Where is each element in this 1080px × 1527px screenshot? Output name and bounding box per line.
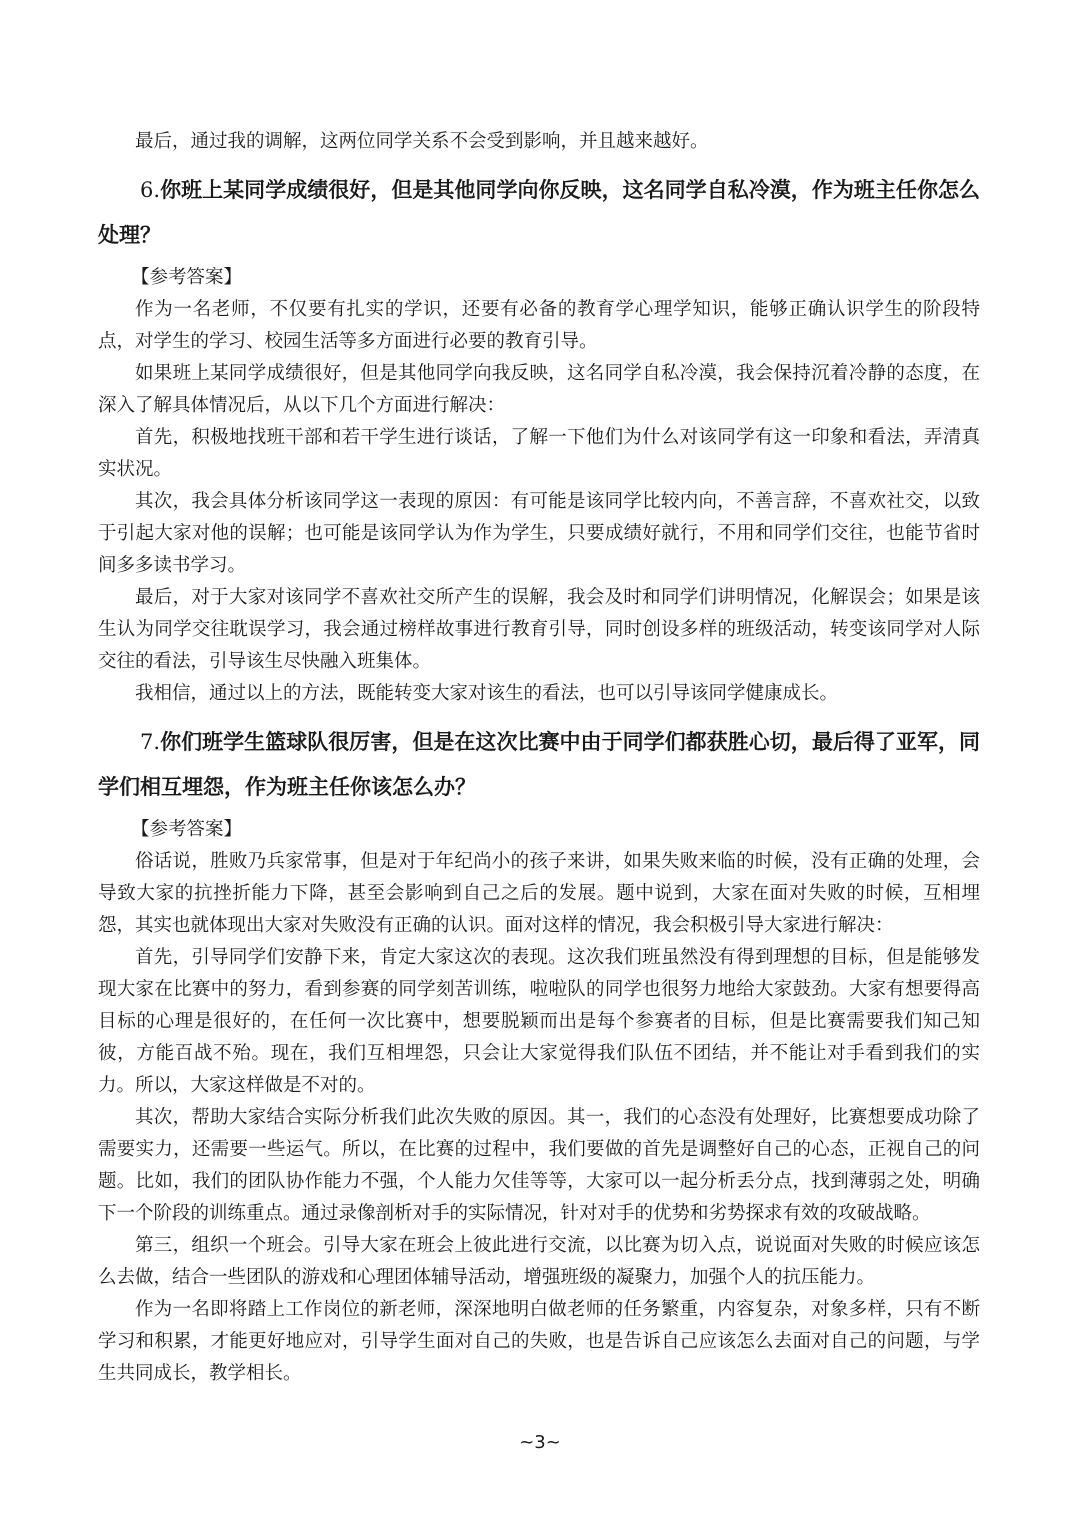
document-page <box>98 126 980 1390</box>
intro-paragraph: 最后，通过我的调解，这两位同学关系不会受到影响，并且越来越好。 <box>135 131 709 152</box>
question-7-paragraph: 第三，组织一个班会。引导大家在班会上彼此进行交流，以比赛为切入点，说说面对失败的时候应该怎么去做，结合一些团队的游戏和心理团体辅导活动，增强班级的凝聚力，加强个人的抗压能力。 <box>98 1235 980 1288</box>
question-7-title: 你们班学生篮球队很厉害，但是在这次比赛中由于同学们都获胜心切，最后得了亚军，同学们相互埋怨，作为班主任你该怎么办？ <box>98 730 980 799</box>
question-7-number: 7. <box>140 730 161 754</box>
question-7-paragraph: 作为一名即将踏上工作岗位的新老师，深深地明白做老师的任务繁重，内容复杂，对象多样，只有不断学习和积累，才能更好地应对，引导学生面对自己的失败，也是告诉自己应该怎么去面对自己的问题，与学生共同成长，教学相长。 <box>98 1299 980 1384</box>
question-6-paragraph: 最后，对于大家对该同学不喜欢社交所产生的误解，我会及时和同学们讲明情况，化解误会；如果是该生认为同学交往耽误学习，我会通过榜样故事进行教育引导，同时创设多样的班级活动，转变该同学对人际交往的看法，引导该生尽快融入班集体。 <box>98 587 980 672</box>
question-6-paragraph: 首先，积极地找班干部和若干学生进行谈话，了解一下他们为什么对该同学有这一印象和看法，弄清真实状况。 <box>98 427 980 480</box>
question-7-answer-label: 【参考答案】 <box>131 819 243 840</box>
question-6-paragraph: 如果班上某同学成绩很好，但是其他同学向我反映，这名同学自私冷漠，我会保持沉着冷静的态度，在深入了解具体情况后，从以下几个方面进行解决： <box>98 363 980 416</box>
question-7-paragraph: 俗话说，胜败乃兵家常事，但是对于年纪尚小的孩子来讲，如果失败来临的时候，没有正确的处理，会导致大家的抗挫折能力下降，甚至会影响到自己之后的发展。题中说到，大家在面对失败的时候，互相埋怨，其实也就体现出大家对失败没有正确的认识。面对这样的情况，我会积极引导大家进行解决： <box>98 851 980 936</box>
page-number: ~3~ <box>519 1432 561 1453</box>
question-7-heading <box>98 720 980 810</box>
question-6-paragraph: 其次，我会具体分析该同学这一表现的原因：有可能是该同学比较内向，不善言辞，不喜欢社交，以致于引起大家对他的误解；也可能是该同学认为作为学生，只要成绩好就行，不用和同学们交往，也能节省时间多多读书学习。 <box>98 491 980 576</box>
question-6-paragraph: 我相信，通过以上的方法，既能转变大家对该生的看法，也可以引导该同学健康成长。 <box>135 683 839 704</box>
question-6-number: 6. <box>140 178 161 202</box>
question-7-paragraph: 首先，引导同学们安静下来，肯定大家这次的表现。这次我们班虽然没有得到理想的目标，但是能够发现大家在比赛中的努力，看到参赛的同学刻苦训练，啦啦队的同学也很努力地给大家鼓劲。大家有想要得高目标的心理是很好的，在任何一次比赛中，想要脱颖而出是每个参赛者的目标，但是比赛需要我们知己知彼，方能百战不殆。现在，我们互相埋怨，只会让大家觉得我们队伍不团结，并不能让对手看到我们的实力。所以，大家这样做是不对的。 <box>98 947 980 1096</box>
question-6-answer-label: 【参考答案】 <box>131 267 243 288</box>
question-7-paragraph: 其次，帮助大家结合实际分析我们此次失败的原因。其一，我们的心态没有处理好，比赛想要成功除了需要实力，还需要一些运气。所以，在比赛的过程中，我们要做的首先是调整好自己的心态，正视自己的问题。比如，我们的团队协作能力不强，个人能力欠佳等等，大家可以一起分析丢分点，找到薄弱之处，明确下一个阶段的训练重点。通过录像剖析对手的实际情况，针对对手的优势和劣势探求有效的攻破战略。 <box>98 1107 980 1224</box>
question-6-heading <box>98 168 980 258</box>
question-6-title: 你班上某同学成绩很好，但是其他同学向你反映，这名同学自私冷漠，作为班主任你怎么处理？ <box>98 178 980 247</box>
question-6-paragraph: 作为一名老师，不仅要有扎实的学识，还要有必备的教育学心理学知识，能够正确认识学生的阶段特点，对学生的学习、校园生活等多方面进行必要的教育引导。 <box>98 299 980 352</box>
